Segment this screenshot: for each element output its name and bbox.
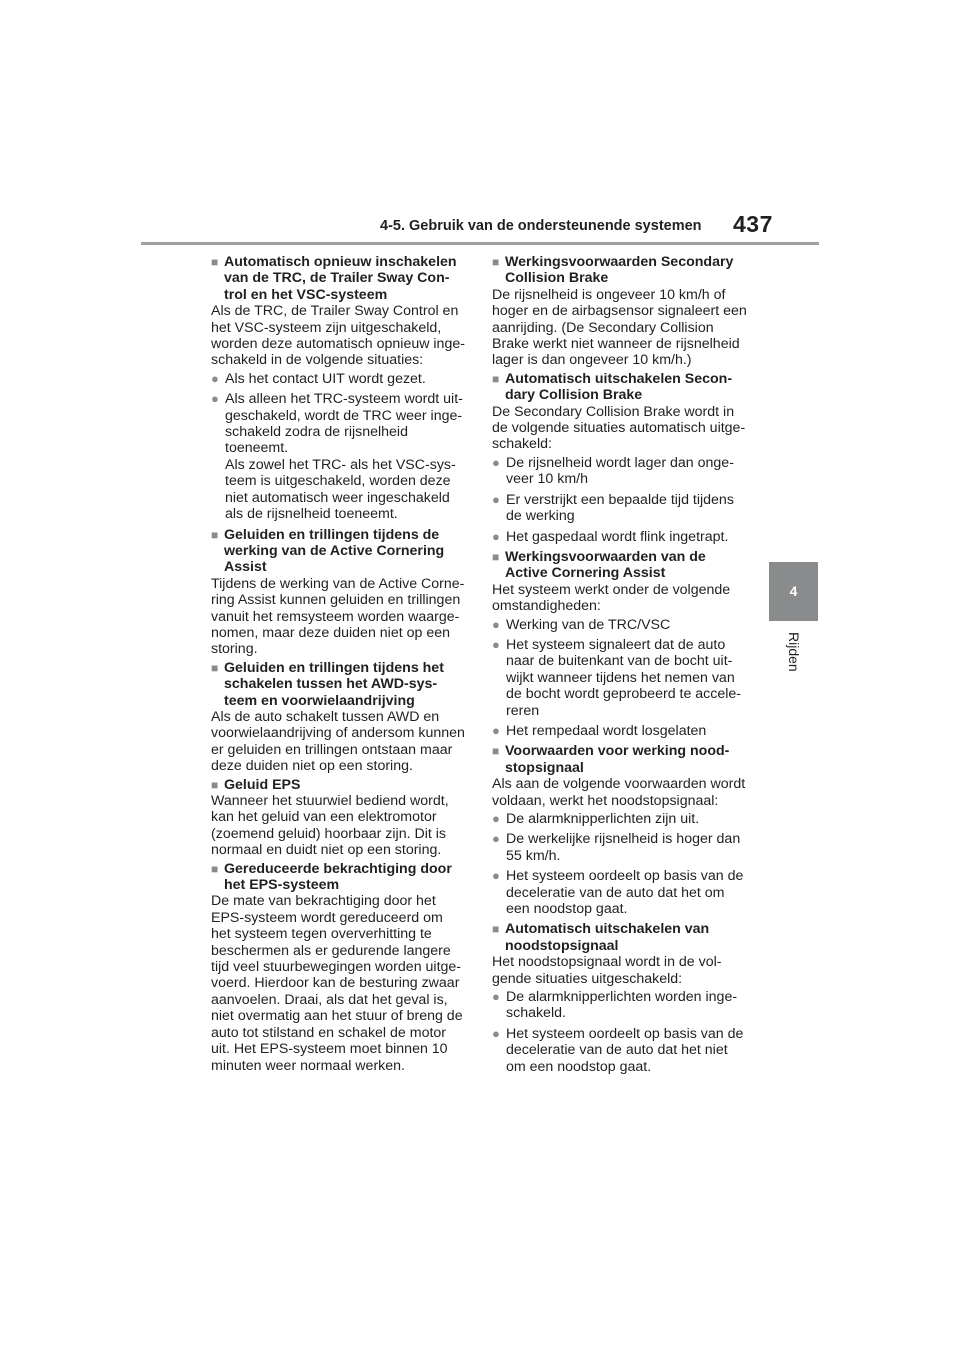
text-line: Werkingsvoorwaarden Secondary — [505, 254, 734, 270]
paragraph — [211, 893, 469, 1073]
round-bullet-icon: ● — [492, 831, 500, 847]
heading-text — [505, 549, 750, 582]
text-line: vanuit het remsysteem worden waarge- — [211, 608, 460, 625]
text-line: naar de buitenkant van de bocht uit- — [506, 653, 733, 670]
text-line: veer 10 km/h — [506, 471, 589, 488]
round-bullet-icon: ● — [492, 811, 500, 826]
text-line: het systeem tegen oververhitting te — [211, 926, 432, 943]
text-line: als de rijsnelheid toeneemt. — [225, 506, 398, 523]
square-bullet-icon: ■ — [211, 255, 219, 269]
text-line: Als de TRC, de Trailer Sway Control en — [211, 303, 459, 320]
round-bullet-icon: ● — [492, 636, 500, 652]
text-line: het VSC-systeem zijn uitgeschakeld, — [211, 319, 442, 336]
text-line: er geluiden en trillingen ontstaan maar — [211, 741, 453, 758]
text-line: de volgende situaties automatisch uitge- — [492, 420, 746, 437]
text-line: Als de auto schakelt tussen AWD en — [211, 708, 440, 725]
bullet-text — [506, 529, 750, 545]
text-line: om een noodstop gaat. — [506, 1058, 652, 1075]
text-line: voldaan, werkt het noodstopsignaal: — [492, 792, 719, 809]
text-line: Het rempedaal wordt losgelaten — [506, 722, 707, 739]
chapter-tab-label: Rijden — [786, 632, 802, 672]
section-heading — [211, 254, 469, 303]
section-heading — [211, 777, 469, 793]
paragraph — [492, 404, 750, 453]
text-line: voerd. Hierdoor kan de besturing zwaar — [211, 975, 460, 992]
text-line: hoger en de airbagsensor signaleert een — [492, 303, 747, 320]
text-line: niet automatisch weer ingeschakeld — [225, 489, 450, 506]
text-line: De mate van bekrachtiging door het — [211, 893, 436, 910]
square-bullet-icon: ■ — [211, 861, 219, 876]
text-line: De werkelijke rijsnelheid is hoger dan — [506, 831, 741, 848]
paragraph — [492, 582, 750, 615]
bullet-text — [506, 617, 750, 633]
round-bullet-icon: ● — [492, 491, 500, 507]
text-line: deze duiden niet op een storing. — [211, 758, 413, 775]
left-column — [211, 254, 469, 1076]
paragraph — [492, 287, 750, 369]
text-line: Het gaspedaal wordt flink ingetrapt. — [506, 528, 729, 545]
round-bullet-icon: ● — [211, 391, 219, 407]
round-bullet-icon: ● — [492, 989, 500, 1005]
text-line: trol en het VSC-systeem — [224, 286, 388, 303]
bullet-item — [492, 617, 750, 633]
text-line: Automatisch opnieuw inschakelen — [224, 254, 457, 270]
bullet-text — [506, 637, 750, 719]
section-heading — [211, 861, 469, 894]
round-bullet-icon: ● — [211, 370, 219, 386]
text-line: aanrijding. (De Secondary Collision — [492, 319, 714, 336]
text-line: Het systeem signaleert dat de auto — [506, 636, 726, 653]
bullet-text — [225, 371, 469, 387]
round-bullet-icon: ● — [492, 1025, 500, 1041]
paragraph — [211, 303, 469, 369]
bullet-text — [506, 455, 750, 488]
text-line: Assist — [224, 559, 267, 576]
text-line: van de TRC, de Trailer Sway Con- — [224, 270, 450, 287]
heading-text — [505, 371, 750, 404]
square-bullet-icon: ■ — [211, 660, 219, 675]
chapter-tab — [769, 562, 818, 621]
bullet-text — [506, 831, 750, 864]
text-line: teem is uitgeschakeld, worden deze — [225, 473, 451, 490]
section-heading — [492, 921, 750, 954]
text-line: Geluid EPS — [224, 776, 301, 793]
bullet-text — [506, 989, 750, 1022]
text-line: Gereduceerde bekrachtiging door — [224, 860, 452, 877]
text-line: Wanneer het stuurwiel bediend wordt, — [211, 793, 449, 809]
paragraph — [492, 954, 750, 987]
text-line: voorwielaandrijving of andersom kunnen — [211, 725, 465, 742]
square-bullet-icon: ■ — [211, 777, 219, 792]
text-line: Geluiden en trillingen tijdens het — [224, 659, 444, 676]
paragraph — [211, 793, 469, 859]
text-line: minuten weer normaal werken. — [211, 1057, 405, 1074]
text-line: normaal en duidt niet op een storing. — [211, 842, 442, 859]
section-heading — [492, 743, 750, 776]
text-line: schakeld zodra de rijsnelheid — [225, 424, 408, 441]
heading-text — [224, 254, 469, 303]
text-line: De rijsnelheid is ongeveer 10 km/h of — [492, 286, 726, 303]
text-line: Brake werkt niet wanneer de rijsnelheid — [492, 336, 740, 353]
text-line: de werking — [506, 508, 575, 525]
text-line: niet overmatig aan het stuur of breng de — [211, 1008, 463, 1025]
text-line: Voorwaarden voor werking nood- — [505, 743, 730, 760]
square-bullet-icon: ■ — [492, 371, 500, 386]
bullet-item — [492, 455, 750, 488]
text-line: gende situaties uitgeschakeld: — [492, 970, 683, 987]
text-line: teem en voorwielaandrijving — [224, 692, 415, 709]
text-line: De alarmknipperlichten worden inge- — [506, 989, 738, 1006]
text-line: deceleratie van de auto dat het niet — [506, 1042, 728, 1059]
text-line: De alarmknipperlichten zijn uit. — [506, 811, 700, 827]
text-line: worden deze automatisch opnieuw inge- — [211, 336, 465, 353]
text-line: Als aan de volgende voorwaarden wordt — [492, 776, 746, 793]
heading-text — [224, 527, 469, 576]
square-bullet-icon: ■ — [211, 527, 219, 542]
heading-text — [224, 861, 469, 894]
text-line: Geluiden en trillingen tijdens de — [224, 526, 440, 543]
bullet-item — [492, 637, 750, 719]
paragraph — [211, 576, 469, 658]
heading-text — [224, 777, 469, 793]
text-line: De rijsnelheid wordt lager dan onge- — [506, 454, 734, 471]
text-line: Het systeem werkt onder de volgende — [492, 581, 731, 598]
text-line: 55 km/h. — [506, 847, 561, 864]
text-line: nomen, maar deze duiden niet op een — [211, 624, 450, 641]
text-line: omstandigheden: — [492, 598, 601, 615]
section-heading — [211, 660, 469, 709]
bullet-item — [211, 371, 469, 387]
page-number: 437 — [733, 211, 773, 237]
heading-text — [505, 921, 750, 954]
text-line: wijkt wanneer tijdens het nemen van — [506, 669, 735, 686]
text-line: Er verstrijkt een bepaalde tijd tijdens — [506, 491, 734, 508]
bullet-item — [492, 529, 750, 545]
heading-text — [505, 743, 750, 776]
paragraph — [492, 776, 750, 809]
section-title: 4-5. Gebruik van de ondersteunende systemen — [380, 218, 702, 234]
chapter-tab-number: 4 — [789, 583, 798, 599]
bullet-text — [506, 723, 750, 739]
bullet-text — [506, 1026, 750, 1075]
text-line: geschakeld, wordt de TRC weer inge- — [225, 407, 463, 424]
heading-text — [505, 254, 750, 287]
round-bullet-icon: ● — [492, 528, 500, 544]
text-line: Het systeem oordeelt op basis van de — [506, 1025, 744, 1042]
text-line: Werking van de TRC/VSC — [506, 616, 671, 633]
square-bullet-icon: ■ — [492, 255, 500, 269]
text-line: auto tot stilstand en schakel de motor — [211, 1024, 447, 1041]
text-line: aanvoelen. Draai, als dat het geval is, — [211, 991, 448, 1008]
text-line: deceleratie van de auto dat het om — [506, 884, 725, 901]
header-divider — [141, 242, 819, 245]
text-line: lager is dan ongeveer 10 km/h.) — [492, 352, 692, 369]
text-line: Active Cornering Assist — [505, 565, 666, 582]
text-line: Tijdens de werking van de Active Corne- — [211, 575, 465, 592]
text-line: uit. Het EPS-systeem moet binnen 10 — [211, 1041, 448, 1058]
paragraph — [211, 709, 469, 775]
text-line: Het noodstopsignaal wordt in de vol- — [492, 954, 722, 971]
bullet-text — [506, 868, 750, 917]
text-line: kan het geluid van een elektromotor — [211, 809, 437, 826]
text-line: een noodstop gaat. — [506, 901, 628, 918]
text-line: storing. — [211, 641, 258, 658]
heading-text — [224, 660, 469, 709]
round-bullet-icon: ● — [492, 454, 500, 470]
round-bullet-icon: ● — [492, 722, 500, 738]
bullet-item — [492, 989, 750, 1022]
text-line: Werkingsvoorwaarden van de — [505, 548, 706, 565]
text-line: Als het contact UIT wordt gezet. — [225, 370, 426, 387]
text-line: EPS-systeem wordt gereduceerd om — [211, 909, 443, 926]
text-line: noodstopsignaal — [505, 937, 619, 954]
text-line: werking van de Active Cornering — [224, 542, 445, 559]
text-line: Collision Brake — [505, 270, 609, 287]
text-line: schakeld in de volgende situaties: — [211, 352, 424, 369]
section-heading — [492, 549, 750, 582]
bullet-item — [492, 868, 750, 917]
bullet-text — [506, 492, 750, 525]
text-line: Als alleen het TRC-systeem wordt uit- — [225, 391, 463, 408]
section-heading — [211, 527, 469, 576]
text-line: schakeld. — [506, 1005, 566, 1022]
bullet-item — [492, 1026, 750, 1075]
text-line: beschermen als er gedurende langere — [211, 942, 451, 959]
text-line: ring Assist kunnen geluiden en trillingen — [211, 592, 461, 609]
text-line: toeneemt. — [225, 440, 289, 457]
text-line: tijd veel stuurbewegingen worden uitge- — [211, 959, 462, 976]
section-heading — [492, 254, 750, 287]
bullet-text — [506, 811, 750, 827]
bullet-item — [492, 723, 750, 739]
square-bullet-icon: ■ — [492, 744, 500, 759]
text-line: stopsignaal — [505, 759, 584, 776]
text-line: reren — [506, 702, 540, 719]
round-bullet-icon: ● — [492, 616, 500, 632]
bullet-item — [492, 811, 750, 827]
text-line: Het systeem oordeelt op basis van de — [506, 868, 744, 885]
text-line: Als zowel het TRC- als het VSC-sys- — [225, 456, 456, 473]
bullet-text — [225, 391, 469, 522]
right-column — [492, 254, 750, 1079]
text-line: dary Collision Brake — [505, 387, 643, 404]
text-line: Automatisch uitschakelen Secon- — [505, 370, 733, 387]
bullet-item — [492, 492, 750, 525]
square-bullet-icon: ■ — [492, 549, 500, 564]
text-line: (zoemend geluid) hoorbaar zijn. Dit is — [211, 825, 446, 842]
text-line: het EPS-systeem — [224, 877, 340, 894]
bullet-item — [211, 391, 469, 522]
text-line: Automatisch uitschakelen van — [505, 921, 710, 938]
bullet-item — [492, 831, 750, 864]
section-heading — [492, 371, 750, 404]
text-line: de bocht wordt geprobeerd te accele- — [506, 686, 742, 703]
text-line: De Secondary Collision Brake wordt in — [492, 403, 735, 420]
text-line: schakelen tussen het AWD-sys- — [224, 676, 438, 693]
round-bullet-icon: ● — [492, 868, 500, 884]
square-bullet-icon: ■ — [492, 922, 500, 937]
text-line: schakeld: — [492, 436, 552, 453]
